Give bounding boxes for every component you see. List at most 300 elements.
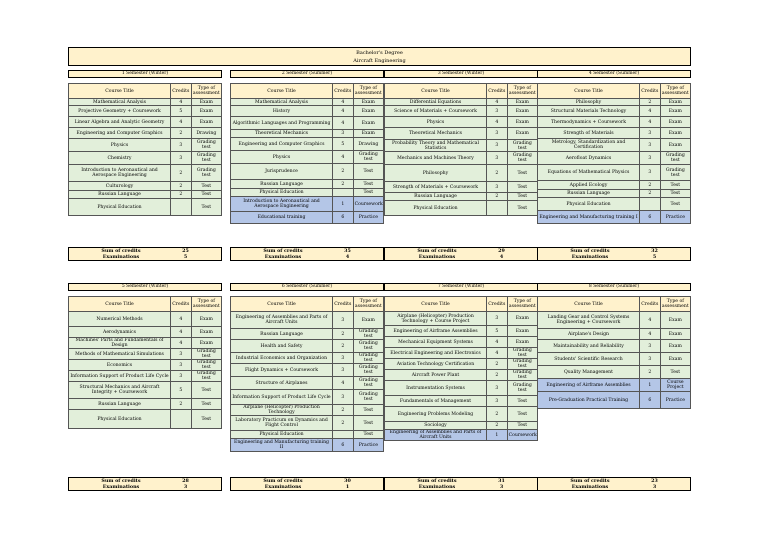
- table-row: [385, 140, 538, 152]
- table-row: [231, 164, 384, 180]
- credits-cell: 3: [171, 152, 192, 165]
- table-row: [231, 439, 384, 452]
- credits-cell: 2: [640, 99, 661, 106]
- course-title-cell: Philosophy: [538, 99, 640, 106]
- assessment-cell: Exam: [660, 139, 690, 152]
- sum-credits-value: 29: [498, 248, 505, 254]
- assessment-cell: Exam: [507, 312, 537, 326]
- table-row: [231, 353, 384, 364]
- table-row: [231, 390, 384, 405]
- credits-cell: 2: [640, 190, 661, 198]
- assessment-cell: Exam: [507, 326, 537, 337]
- table-row: [231, 138, 384, 151]
- column-header-title: Course Title: [231, 84, 333, 99]
- course-title-cell: Fundamentals of Management: [385, 396, 487, 407]
- course-title-cell: Industrial Economics and Organization: [231, 353, 333, 364]
- column-header-title: Course Title: [231, 297, 333, 312]
- credits-cell: 3: [171, 371, 192, 382]
- assessment-cell: Test: [191, 191, 221, 199]
- credits-cell: 2: [171, 128, 192, 139]
- credits-cell: 3: [171, 349, 192, 360]
- assessment-cell: Grading test: [353, 340, 383, 353]
- examinations-count-value: 3: [652, 484, 657, 490]
- course-table: [537, 296, 691, 409]
- course-table: [384, 296, 538, 441]
- credits-cell: 4: [333, 377, 354, 390]
- table-row: [385, 422, 538, 430]
- credits-cell: 3: [171, 139, 192, 152]
- examinations-count-label: Examinations: [418, 484, 456, 490]
- assessment-cell: Grading test: [353, 151, 383, 164]
- credits-cell: 3: [333, 312, 354, 329]
- course-title-cell: Aerofloat Dynamics: [538, 152, 640, 165]
- table-row: [385, 182, 538, 193]
- assessment-cell: Test: [191, 199, 221, 216]
- examinations-count-value: 3: [499, 484, 504, 490]
- credits-cell: 3: [640, 128, 661, 139]
- assessment-cell: Grading test: [507, 370, 537, 381]
- column-header-credits: Credits: [640, 84, 661, 99]
- course-title-cell: Engineering Problems Modeling: [385, 407, 487, 422]
- table-row: [385, 106, 538, 117]
- semester-title: 2 Semester (Summer): [230, 70, 384, 78]
- assessment-cell: Grading test: [191, 139, 221, 152]
- table-row: [69, 191, 222, 199]
- examinations-count-row: [385, 254, 537, 260]
- course-title-cell: Airplane (Helicopter) Production Technology: [231, 405, 333, 416]
- assessment-cell: Grading test: [507, 152, 537, 165]
- table-row: [385, 193, 538, 201]
- assessment-cell: Test: [660, 181, 690, 190]
- course-title-cell: Engineering and Manufacturing training I: [538, 211, 640, 224]
- course-title-cell: Structural Mechanics and Aircraft Integrity + Coursework: [69, 382, 171, 399]
- table-row: [538, 198, 691, 211]
- course-table: [230, 83, 384, 224]
- course-title-cell: Algorithmic Languages and Programming: [231, 117, 333, 130]
- credits-cell: 1: [640, 379, 661, 392]
- examinations-count-label: Examinations: [264, 484, 302, 490]
- course-title-cell: Airplane (Helicopter) Production Technology + Course Project: [385, 312, 487, 326]
- credits-cell: 4: [333, 99, 354, 106]
- table-row: [538, 128, 691, 139]
- examinations-count-label: Examinations: [102, 254, 140, 260]
- credits-cell: 3: [640, 139, 661, 152]
- credits-cell: 3: [487, 140, 508, 152]
- table-row: [231, 151, 384, 164]
- course-title-cell: Russian Language: [538, 190, 640, 198]
- examinations-count-row: [231, 484, 383, 490]
- semester-title: 3 Semester (Winter): [384, 70, 538, 78]
- column-header-credits: Credits: [333, 84, 354, 99]
- course-title-cell: Russian Language: [231, 180, 333, 189]
- assessment-cell: Practice: [353, 212, 383, 224]
- table-header-row: [385, 297, 538, 312]
- table-row: [69, 338, 222, 349]
- course-title-cell: Chemistry: [69, 152, 171, 165]
- semester-6: [230, 283, 384, 452]
- table-row: [231, 197, 384, 212]
- examinations-count-row: [385, 484, 537, 490]
- sum-credits-value: 30: [344, 478, 351, 484]
- table-row: [538, 379, 691, 392]
- table-row: [69, 152, 222, 165]
- credits-cell: 2: [487, 193, 508, 201]
- credits-cell: 4: [171, 312, 192, 327]
- column-header-type: Type of assessment: [191, 84, 221, 99]
- credits-cell: 3: [171, 360, 192, 371]
- credits-cell: 4: [640, 312, 661, 329]
- credits-cell: 2: [333, 340, 354, 353]
- examinations-count-value: 4: [345, 254, 350, 260]
- course-title-cell: Engineering of Assemblies and Parts of Aircraft Units: [231, 312, 333, 329]
- assessment-cell: Practice: [660, 392, 690, 409]
- course-title-cell: Sociology: [385, 422, 487, 430]
- table-row: [231, 117, 384, 130]
- assessment-cell: Exam: [660, 117, 690, 128]
- credits-cell: 6: [640, 392, 661, 409]
- assessment-cell: Test: [353, 164, 383, 180]
- column-header-credits: Credits: [171, 84, 192, 99]
- credits-cell: 2: [333, 329, 354, 340]
- table-row: [385, 152, 538, 165]
- table-row: [385, 128, 538, 140]
- course-title-cell: Information Support of Product Life Cycle: [69, 371, 171, 382]
- course-title-cell: Russian Language: [69, 399, 171, 410]
- table-row: [231, 212, 384, 224]
- table-row: [69, 117, 222, 128]
- table-row: [385, 312, 538, 326]
- credits-cell: 2: [487, 165, 508, 182]
- table-row: [231, 377, 384, 390]
- sum-credits-value: 28: [182, 478, 189, 484]
- credits-cell: 2: [333, 405, 354, 416]
- credits-cell: 4: [333, 106, 354, 117]
- course-title-cell: Physics: [231, 151, 333, 164]
- credits-cell: [171, 410, 192, 429]
- assessment-cell: Test: [660, 190, 690, 198]
- assessment-cell: Exam: [353, 99, 383, 106]
- examinations-count-value: 5: [652, 254, 657, 260]
- semester-3-sums: [384, 247, 538, 261]
- assessment-cell: Grading test: [507, 348, 537, 359]
- table-header-row: [231, 84, 384, 99]
- credits-cell: 2: [171, 399, 192, 410]
- examinations-count-value: 4: [499, 254, 504, 260]
- credits-cell: 5: [171, 106, 192, 117]
- table-row: [385, 407, 538, 422]
- table-row: [538, 340, 691, 353]
- assessment-cell: Test: [660, 198, 690, 211]
- table-row: [69, 349, 222, 360]
- credits-cell: 3: [487, 152, 508, 165]
- course-title-cell: Probability Theory and Mathematical Statistics: [385, 140, 487, 152]
- assessment-cell: Grading test: [191, 349, 221, 360]
- credits-cell: 3: [333, 130, 354, 138]
- column-header-type: Type of assessment: [507, 297, 537, 312]
- credits-cell: 6: [333, 212, 354, 224]
- semester-title: 4 Semester (Summer): [537, 70, 691, 78]
- course-title-cell: Strength of Materials: [538, 128, 640, 139]
- assessment-cell: Test: [191, 382, 221, 399]
- credits-cell: 3: [487, 396, 508, 407]
- table-row: [538, 190, 691, 198]
- course-title-cell: Aircraft Power Plant: [385, 370, 487, 381]
- course-title-cell: Structure of Airplanes: [231, 377, 333, 390]
- column-header-credits: Credits: [487, 297, 508, 312]
- credits-cell: [487, 201, 508, 216]
- course-title-cell: Engineering and Computer Graphics: [231, 138, 333, 151]
- assessment-cell: Coursework: [353, 197, 383, 212]
- assessment-cell: Drawing: [191, 128, 221, 139]
- credits-cell: 4: [171, 99, 192, 106]
- assessment-cell: Exam: [353, 130, 383, 138]
- assessment-cell: Test: [507, 407, 537, 422]
- examinations-count-value: 1: [345, 484, 350, 490]
- assessment-cell: Exam: [507, 337, 537, 348]
- column-header-type: Type of assessment: [353, 84, 383, 99]
- credits-cell: 2: [487, 407, 508, 422]
- course-title-cell: Engineering and Manufacturing training II: [231, 439, 333, 452]
- course-title-cell: Thermodynamics + Coursework: [538, 117, 640, 128]
- credits-cell: 5: [333, 138, 354, 151]
- table-header-row: [385, 84, 538, 99]
- table-row: [69, 312, 222, 327]
- assessment-cell: Exam: [507, 106, 537, 117]
- table-row: [231, 431, 384, 439]
- column-header-title: Course Title: [538, 84, 640, 99]
- course-table: [230, 296, 384, 452]
- table-header-row: [69, 84, 222, 99]
- credits-cell: 2: [333, 416, 354, 431]
- table-row: [385, 99, 538, 106]
- semester-5: [68, 283, 222, 429]
- column-header-type: Type of assessment: [353, 297, 383, 312]
- course-title-cell: Structural Materials Technology: [538, 106, 640, 117]
- credits-cell: 4: [487, 337, 508, 348]
- assessment-cell: Grading test: [191, 152, 221, 165]
- course-title-cell: Philosophy: [385, 165, 487, 182]
- assessment-cell: Drawing: [353, 138, 383, 151]
- table-header-row: [231, 297, 384, 312]
- table-row: [231, 312, 384, 329]
- course-title-cell: Mathematical Analysis: [231, 99, 333, 106]
- semester-7: [384, 283, 538, 441]
- credits-cell: 2: [333, 164, 354, 180]
- column-header-credits: Credits: [487, 84, 508, 99]
- program-title: Aircraft Engineering: [353, 58, 406, 64]
- course-title-cell: Physical Education: [538, 198, 640, 211]
- semester-1: [68, 70, 222, 216]
- assessment-cell: Grading test: [507, 359, 537, 370]
- course-title-cell: Science of Materials + Coursework: [385, 106, 487, 117]
- assessment-cell: Exam: [191, 106, 221, 117]
- assessment-cell: Grading test: [507, 140, 537, 152]
- assessment-cell: Exam: [191, 117, 221, 128]
- assessment-cell: Grading test: [353, 377, 383, 390]
- course-title-cell: Linear Algebra and Analytic Geometry: [69, 117, 171, 128]
- column-header-type: Type of assessment: [660, 84, 690, 99]
- semester-title: 8 Semester (Summer): [537, 283, 691, 291]
- credits-cell: 3: [640, 152, 661, 165]
- degree-header: [68, 47, 691, 66]
- course-title-cell: Jurisprudence: [231, 164, 333, 180]
- sum-credits-value: 31: [498, 478, 505, 484]
- course-title-cell: Laboratory Practicum on Dynamics and Flight Control: [231, 416, 333, 431]
- course-title-cell: Flight Dynamics + Coursework: [231, 364, 333, 377]
- course-title-cell: Engineering of Assemblies and Parts of Aircraft Units: [385, 430, 487, 441]
- examinations-count-label: Examinations: [264, 254, 302, 260]
- semester-title: 1 Semester (Winter): [68, 70, 222, 78]
- examinations-count-value: 5: [183, 254, 188, 260]
- assessment-cell: Exam: [660, 340, 690, 353]
- assessment-cell: Exam: [191, 312, 221, 327]
- assessment-cell: Test: [507, 182, 537, 193]
- semester-8: [537, 283, 691, 409]
- credits-cell: 4: [640, 329, 661, 340]
- table-row: [385, 348, 538, 359]
- assessment-cell: Coursework: [507, 430, 537, 441]
- assessment-cell: Exam: [507, 128, 537, 140]
- credits-cell: 3: [487, 182, 508, 193]
- credits-cell: 2: [487, 359, 508, 370]
- semester-4-sums: [537, 247, 691, 261]
- examinations-count-row: [538, 484, 690, 490]
- credits-cell: 3: [487, 106, 508, 117]
- sum-credits-value: 23: [651, 478, 658, 484]
- examinations-count-row: [231, 254, 383, 260]
- assessment-cell: Exam: [191, 338, 221, 349]
- table-row: [385, 326, 538, 337]
- table-row: [538, 181, 691, 190]
- course-table: [68, 296, 222, 429]
- column-header-credits: Credits: [640, 297, 661, 312]
- sum-credits-label: Sum of credits: [570, 248, 610, 254]
- table-row: [385, 370, 538, 381]
- course-title-cell: Mathematical Analysis: [69, 99, 171, 106]
- course-title-cell: Theoretical Mechanics: [231, 130, 333, 138]
- table-row: [69, 199, 222, 216]
- credits-cell: 2: [487, 422, 508, 430]
- assessment-cell: Test: [191, 410, 221, 429]
- credits-cell: 3: [487, 381, 508, 396]
- credits-cell: 4: [171, 117, 192, 128]
- table-row: [538, 312, 691, 329]
- credits-cell: 2: [640, 366, 661, 379]
- course-title-cell: Russian Language: [69, 191, 171, 199]
- assessment-cell: Course Project: [660, 379, 690, 392]
- credits-cell: 6: [640, 211, 661, 224]
- credits-cell: 1: [487, 430, 508, 441]
- table-row: [69, 360, 222, 371]
- assessment-cell: Practice: [353, 439, 383, 452]
- credits-cell: 3: [487, 128, 508, 140]
- table-row: [538, 152, 691, 165]
- credits-cell: 3: [640, 340, 661, 353]
- assessment-cell: Exam: [191, 99, 221, 106]
- assessment-cell: Test: [507, 165, 537, 182]
- table-row: [538, 106, 691, 117]
- assessment-cell: Test: [353, 189, 383, 197]
- course-title-cell: Physical Education: [385, 201, 487, 216]
- table-row: [385, 381, 538, 396]
- course-title-cell: Electrical Engineering and Electronics: [385, 348, 487, 359]
- assessment-cell: Test: [507, 422, 537, 430]
- credits-cell: 2: [171, 182, 192, 191]
- assessment-cell: Test: [660, 366, 690, 379]
- semester-1-sums: [68, 247, 222, 261]
- course-title-cell: Engineering of Airframe Assemblies: [385, 326, 487, 337]
- semester-5-sums: [68, 477, 222, 491]
- examinations-count-row: [69, 484, 221, 490]
- table-row: [231, 99, 384, 106]
- course-table: [537, 83, 691, 224]
- assessment-cell: Grading test: [191, 165, 221, 182]
- table-row: [538, 329, 691, 340]
- course-title-cell: Landing Gear and Control Systems Engineering + Coursework: [538, 312, 640, 329]
- assessment-cell: Exam: [660, 312, 690, 329]
- assessment-cell: Grading test: [191, 360, 221, 371]
- credits-cell: 3: [487, 312, 508, 326]
- sum-credits-label: Sum of credits: [263, 248, 303, 254]
- assessment-cell: Test: [507, 201, 537, 216]
- credits-cell: 3: [333, 390, 354, 405]
- credits-cell: 2: [333, 180, 354, 189]
- assessment-cell: Exam: [660, 353, 690, 366]
- credits-cell: 1: [333, 197, 354, 212]
- examinations-count-row: [69, 254, 221, 260]
- credits-cell: 3: [640, 165, 661, 181]
- examinations-count-label: Examinations: [571, 484, 609, 490]
- assessment-cell: Exam: [353, 312, 383, 329]
- course-table: [68, 83, 222, 216]
- credits-cell: 5: [487, 326, 508, 337]
- credits-cell: 4: [171, 327, 192, 338]
- table-row: [385, 396, 538, 407]
- credits-cell: 2: [640, 181, 661, 190]
- table-row: [538, 353, 691, 366]
- credits-cell: [333, 431, 354, 439]
- sum-credits-label: Sum of credits: [417, 248, 457, 254]
- examinations-count-row: [538, 254, 690, 260]
- table-row: [385, 201, 538, 216]
- course-title-cell: Economics: [69, 360, 171, 371]
- assessment-cell: Grading test: [191, 371, 221, 382]
- course-title-cell: Engineering and Computer Graphics: [69, 128, 171, 139]
- table-row: [231, 106, 384, 117]
- assessment-cell: Test: [353, 416, 383, 431]
- course-title-cell: Engineering of Airframe Assemblies: [538, 379, 640, 392]
- course-title-cell: Physical Education: [231, 189, 333, 197]
- column-header-title: Course Title: [538, 297, 640, 312]
- examinations-count-value: 3: [183, 484, 188, 490]
- column-header-credits: Credits: [171, 297, 192, 312]
- table-row: [385, 359, 538, 370]
- table-row: [385, 430, 538, 441]
- credits-cell: 4: [171, 338, 192, 349]
- table-row: [69, 128, 222, 139]
- table-row: [69, 165, 222, 182]
- course-title-cell: Mechanical Equipment Systems: [385, 337, 487, 348]
- course-title-cell: Strength of Materials + Coursework: [385, 182, 487, 193]
- table-row: [538, 117, 691, 128]
- credits-cell: [333, 189, 354, 197]
- assessment-cell: Exam: [660, 99, 690, 106]
- course-title-cell: Culturology: [69, 182, 171, 191]
- table-row: [69, 182, 222, 191]
- column-header-title: Course Title: [69, 84, 171, 99]
- sum-credits-label: Sum of credits: [263, 478, 303, 484]
- table-header-row: [538, 297, 691, 312]
